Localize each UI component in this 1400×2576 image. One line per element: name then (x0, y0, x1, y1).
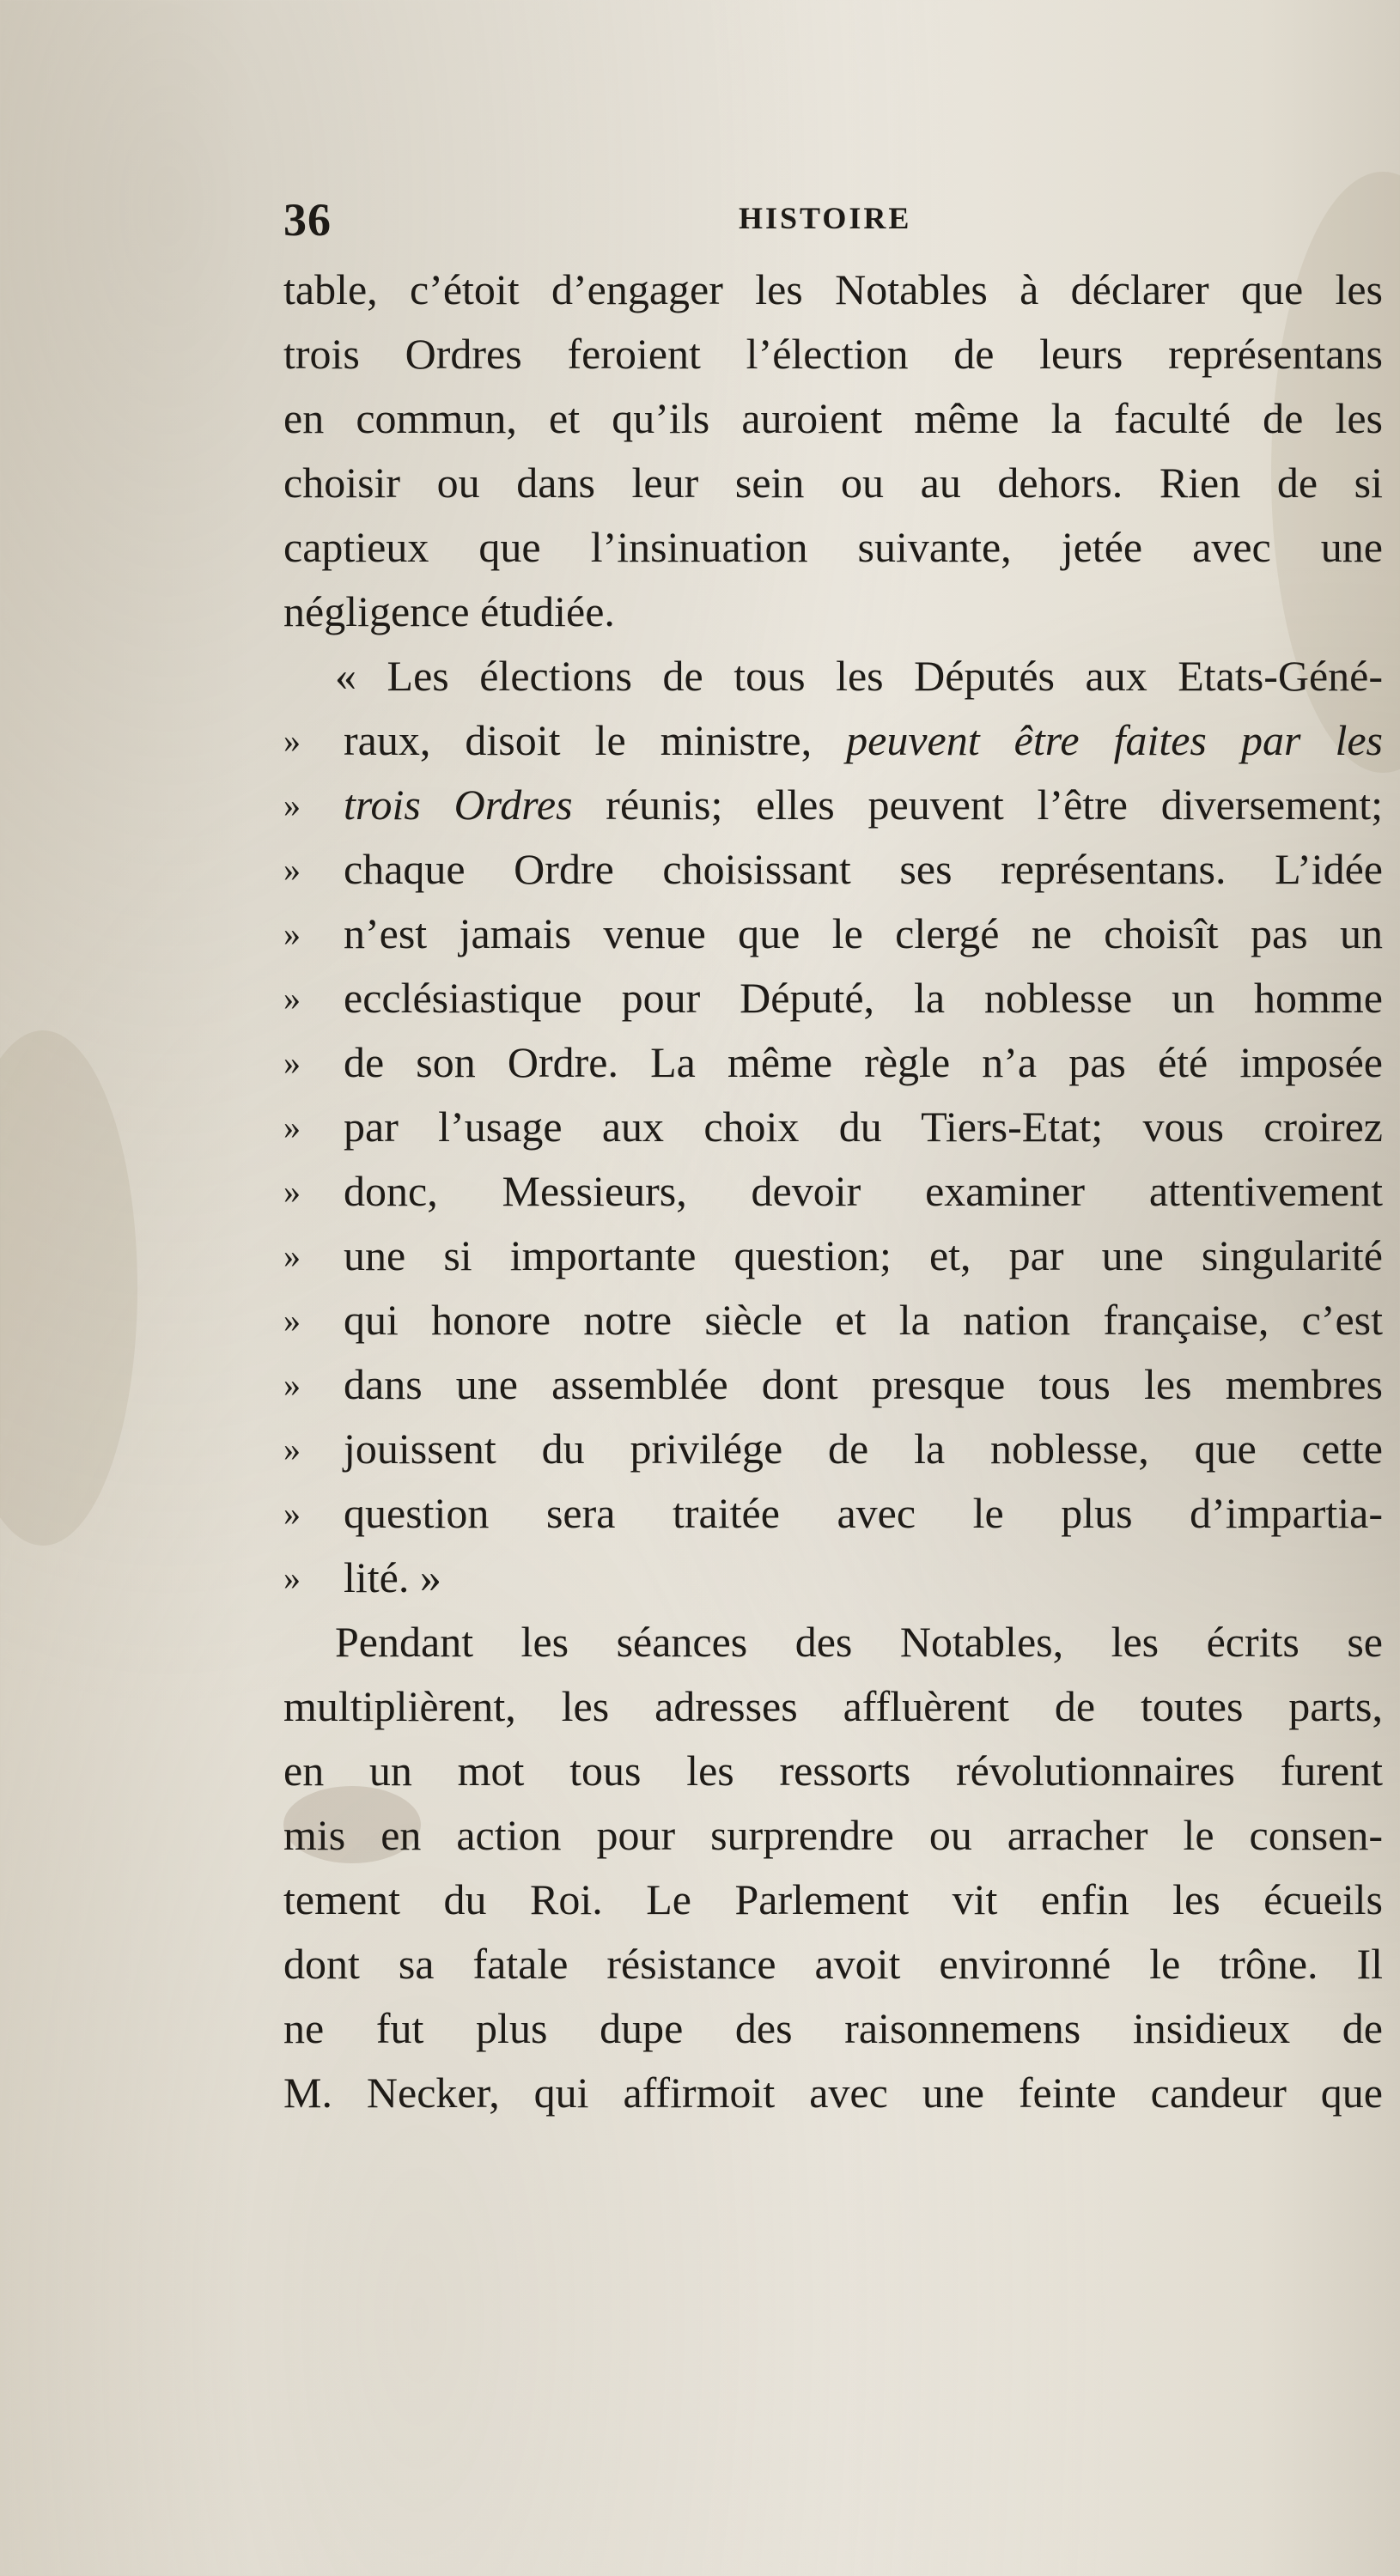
quote-mark: » (283, 1301, 301, 1340)
quote-text-roman: raux, disoit le ministre, (344, 716, 847, 764)
quote-mark: » (283, 850, 301, 889)
text-line: en commun, et qu’ils auroient même la faculté de les (283, 394, 1383, 442)
quote-mark: » (283, 1365, 301, 1404)
running-head: HISTOIRE (739, 201, 912, 235)
page-header (283, 193, 1383, 245)
text-line: Pendant les séances des Notables, les écrits se (335, 1618, 1383, 1666)
quote-mark: » (283, 1043, 301, 1082)
text-line: ne fut plus dupe des raisonnemens insidieux de (283, 2004, 1383, 2052)
page-number: 36 (283, 194, 332, 246)
quote-line (283, 1095, 1383, 1159)
quote-text: ecclésiastique pour Député, la noblesse un homme (344, 974, 1383, 1022)
quote-line (283, 1417, 1383, 1481)
quote-text: chaque Ordre choisissant ses représentans. L’idée (344, 845, 1383, 893)
quote-line (283, 1288, 1383, 1352)
quote-text-roman: réunis; elles peuvent l’être diversement; (572, 781, 1383, 829)
quote-text: dans une assemblée dont presque tous les membres (344, 1360, 1383, 1408)
quote-line (283, 1030, 1383, 1095)
quote-text: jouissent du privilége de la noblesse, que cette (344, 1425, 1383, 1473)
paper-stain (0, 1030, 137, 1546)
quote-mark: » (283, 1558, 301, 1597)
text-line: M. Necker, qui affirmoit avec une feinte candeur que (283, 2069, 1383, 2117)
text-line: dont sa fatale résistance avoit environné le trône. Il (283, 1940, 1383, 1988)
quote-text: qui honore notre siècle et la nation française, c’est (344, 1296, 1383, 1344)
quote-mark: » (283, 1108, 301, 1146)
quote-line (283, 1224, 1383, 1288)
quote-line (283, 902, 1383, 966)
text-line: trois Ordres feroient l’élection de leurs représentans (283, 330, 1383, 378)
text-line: captieux que l’insinuation suivante, jetée avec une (283, 523, 1383, 571)
quote-line (283, 773, 1383, 837)
quote-mark: » (283, 721, 301, 760)
quote-mark: » (283, 914, 301, 953)
text-line: négligence étudiée. (283, 587, 615, 635)
quote-text: question sera traitée avec le plus d’impartia- (344, 1489, 1383, 1537)
quote-mark: » (283, 1172, 301, 1211)
quote-text (344, 773, 1383, 837)
quote-first-line: « Les élections de tous les Députés aux Etats-Géné- (335, 652, 1383, 700)
quote-text: par l’usage aux choix du Tiers-Etat; vous croirez (344, 1103, 1383, 1151)
quote-line (283, 1481, 1383, 1546)
text-line: multiplièrent, les adresses affluèrent de toutes parts, (283, 1682, 1383, 1730)
quote-mark: » (283, 786, 301, 824)
text-line: tement du Roi. Le Parlement vit enfin les écueils (283, 1875, 1383, 1923)
quote-line (283, 837, 1383, 902)
quote-mark: » (283, 1494, 301, 1533)
quote-line (283, 1546, 1383, 1610)
quote-text (344, 708, 1383, 773)
quote-text: n’est jamais venue que le clergé ne choisît pas un (344, 909, 1383, 957)
quote-line (283, 966, 1383, 1030)
quote-text: lité. » (344, 1553, 441, 1601)
quote-text: de son Ordre. La même règle n’a pas été imposée (344, 1038, 1383, 1086)
quote-text-italic: peuvent être faites par les (846, 716, 1383, 764)
quote-text: donc, Messieurs, devoir examiner attentivement (344, 1167, 1383, 1215)
quote-text: une si importante question; et, par une singularité (344, 1231, 1383, 1279)
quote-mark: » (283, 1236, 301, 1275)
quote-line (283, 708, 1383, 773)
quote-text-italic: trois Ordres (344, 781, 573, 829)
text-line: choisir ou dans leur sein ou au dehors. Rien de si (283, 459, 1383, 507)
quote-line (283, 1352, 1383, 1417)
text-line: table, c’étoit d’engager les Notables à déclarer que les (283, 265, 1383, 313)
quote-mark: » (283, 979, 301, 1018)
text-line: en un mot tous les ressorts révolutionnaires furent (283, 1747, 1383, 1795)
body-text (283, 258, 1383, 2125)
text-line: mis en action pour surprendre ou arracher le consen- (283, 1811, 1383, 1859)
quote-mark: » (283, 1430, 301, 1468)
quote-line (283, 1159, 1383, 1224)
